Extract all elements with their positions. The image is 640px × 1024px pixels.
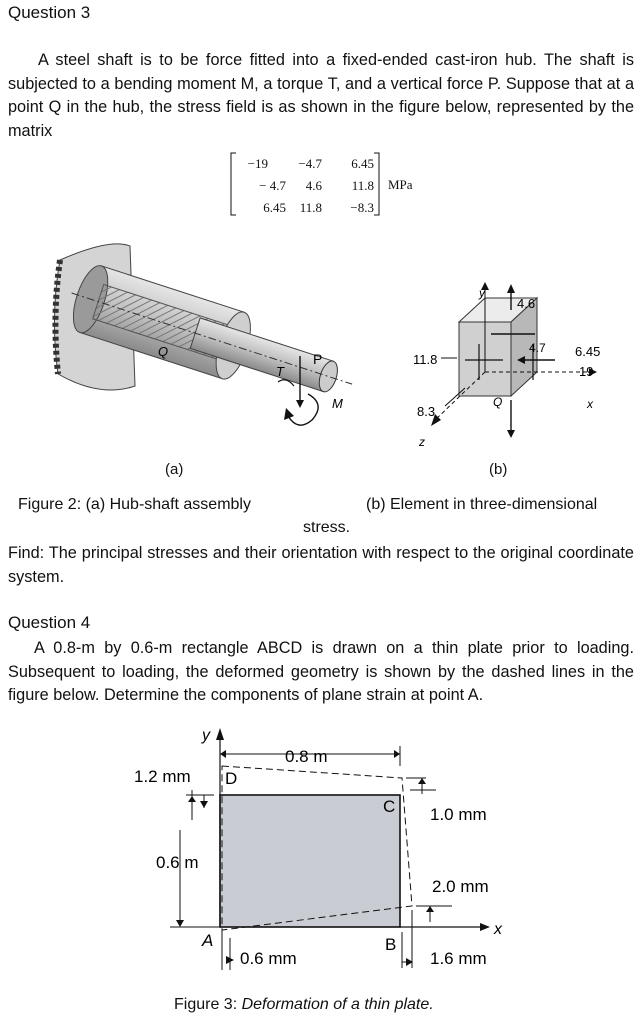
stress-matrix bbox=[228, 150, 458, 220]
label-T: T bbox=[276, 364, 284, 379]
value-6-45: 6.45 bbox=[575, 344, 601, 359]
label-P: P bbox=[313, 351, 323, 367]
axis-x-label: x bbox=[587, 397, 593, 411]
value-4-7: 4.7 bbox=[529, 341, 546, 355]
matrix-cell: 6.45 bbox=[351, 156, 374, 171]
dim-1-2mm: 1.2 mm bbox=[134, 767, 191, 786]
matrix-cell: 6.45 bbox=[263, 200, 286, 215]
dim-1-6mm: 1.6 mm bbox=[430, 949, 487, 968]
dim-width: 0.8 m bbox=[285, 747, 328, 766]
corner-C: C bbox=[383, 797, 396, 816]
stress-element-figure bbox=[395, 280, 640, 455]
matrix-cell: 11.8 bbox=[299, 200, 322, 215]
dim-2-0mm: 2.0 mm bbox=[432, 877, 489, 896]
figure-3-caption-prefix: Figure 3: bbox=[174, 996, 242, 1013]
matrix-cell: 11.8 bbox=[351, 178, 374, 193]
axis-y-label: y bbox=[479, 286, 485, 300]
matrix-cell: −4.7 bbox=[298, 156, 322, 171]
label-Q: Q bbox=[158, 344, 169, 359]
corner-D: D bbox=[225, 769, 238, 788]
hub-shaft-figure bbox=[40, 236, 360, 446]
matrix-cell: −19 bbox=[247, 156, 268, 171]
corner-A: A bbox=[202, 931, 214, 950]
value-8-3: 8.3 bbox=[417, 404, 436, 419]
figure-2-caption-cont: stress. bbox=[303, 519, 351, 536]
figure-3-caption bbox=[174, 996, 434, 1014]
plate-deformation-figure bbox=[130, 720, 530, 980]
value-19: 19 bbox=[579, 364, 594, 379]
figure-2-caption-left: Figure 2: (a) Hub-shaft assembly bbox=[18, 496, 251, 513]
question-3-body bbox=[8, 49, 634, 143]
question-3-heading: Question 3 bbox=[8, 3, 91, 22]
value-4-6: 4.6 bbox=[517, 296, 536, 311]
dim-0-6mm: 0.6 mm bbox=[240, 949, 297, 968]
matrix-unit: MPa bbox=[388, 177, 413, 192]
fig-a-label: (a) bbox=[165, 461, 184, 478]
fig-b-label: (b) bbox=[489, 461, 508, 478]
axis-z-label: z bbox=[419, 435, 425, 449]
question-4-body bbox=[8, 637, 634, 708]
figure-2-caption-right: (b) Element in three-dimensional bbox=[366, 496, 598, 513]
question-4-heading: Question 4 bbox=[8, 613, 91, 632]
axis-y: y bbox=[202, 727, 210, 744]
matrix-cell: −8.3 bbox=[350, 200, 374, 215]
point-Q-label: Q bbox=[493, 395, 503, 409]
figure-3-caption-text: Deformation of a thin plate. bbox=[241, 996, 434, 1013]
question-4-text: A 0.8-m by 0.6-m rectangle ABCD is drawn on a thin plate prior to loading. Subsequent to loading, the deformed geometry is shown by the dashed lines in the figure below. Determine the components of plane strain at point A. bbox=[8, 639, 634, 704]
question-3-text: A steel shaft is to be force fitted into a fixed-ended cast-iron hub. The shaft is subjected to a bending moment M, a torque T, and a vertical force P. Suppose that at a point Q in the hub, the stress field is as shown in the figure below, represented by the matrix bbox=[8, 51, 634, 140]
question-3-find: Find: The principal stresses and their orientation with respect to the original coordinate system. bbox=[8, 544, 634, 586]
matrix-cell: 4.6 bbox=[305, 178, 322, 193]
value-11-8: 11.8 bbox=[413, 352, 438, 367]
axis-x: x bbox=[494, 921, 502, 938]
corner-B: B bbox=[385, 935, 397, 954]
matrix-cell: − 4.7 bbox=[259, 178, 286, 193]
dim-height: 0.6 m bbox=[156, 853, 199, 872]
dim-1-0mm: 1.0 mm bbox=[430, 805, 487, 824]
label-M: M bbox=[332, 396, 343, 411]
